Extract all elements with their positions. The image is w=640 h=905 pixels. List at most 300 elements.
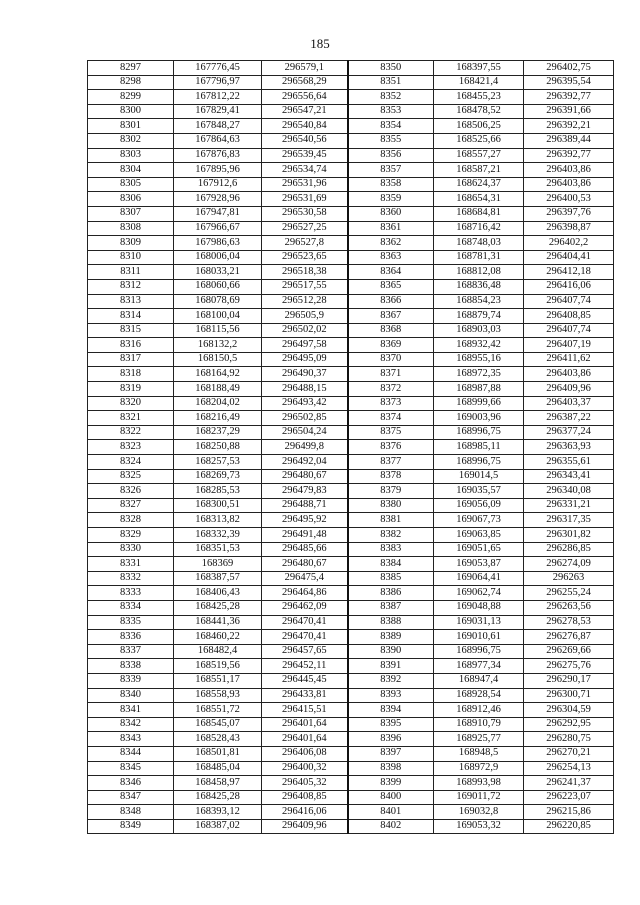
table-cell-x-coordinate-right: 168928,54 xyxy=(434,688,524,703)
table-cell-x-coordinate-right: 168748,03 xyxy=(434,236,524,251)
table-cell-point-number-right: 8375 xyxy=(348,425,434,440)
table-cell-point-number-left: 8318 xyxy=(88,367,174,382)
table-cell-y-coordinate-right: 296398,87 xyxy=(524,221,614,236)
table-cell-point-number-left: 8340 xyxy=(88,688,174,703)
table-row xyxy=(88,746,614,761)
table-cell-x-coordinate-right: 168684,81 xyxy=(434,206,524,221)
table-cell-x-coordinate-right: 168972,9 xyxy=(434,761,524,776)
table-cell-x-coordinate-right: 168985,11 xyxy=(434,440,524,455)
table-cell-point-number-left: 8303 xyxy=(88,148,174,163)
table-cell-y-coordinate-left: 296495,92 xyxy=(262,513,348,528)
table-cell-point-number-left: 8306 xyxy=(88,192,174,207)
table-cell-point-number-left: 8319 xyxy=(88,382,174,397)
table-cell-y-coordinate-left: 296470,41 xyxy=(262,615,348,630)
table-cell-y-coordinate-left: 296400,32 xyxy=(262,761,348,776)
table-cell-x-coordinate-right: 169011,72 xyxy=(434,790,524,805)
table-cell-x-coordinate-left: 168551,17 xyxy=(174,673,262,688)
table-cell-point-number-left: 8325 xyxy=(88,469,174,484)
table-cell-point-number-right: 8395 xyxy=(348,717,434,732)
table-cell-x-coordinate-right: 169051,65 xyxy=(434,542,524,557)
table-cell-point-number-right: 8394 xyxy=(348,703,434,718)
table-cell-x-coordinate-left: 168250,88 xyxy=(174,440,262,455)
table-cell-y-coordinate-right: 296304,59 xyxy=(524,703,614,718)
table-row xyxy=(88,425,614,440)
table-cell-point-number-right: 8402 xyxy=(348,819,434,834)
table-cell-point-number-right: 8384 xyxy=(348,557,434,572)
table-row xyxy=(88,75,614,90)
table-row xyxy=(88,571,614,586)
table-cell-x-coordinate-right: 169062,74 xyxy=(434,586,524,601)
table-cell-y-coordinate-right: 296392,21 xyxy=(524,119,614,134)
table-cell-point-number-left: 8326 xyxy=(88,484,174,499)
table-cell-x-coordinate-right: 169003,96 xyxy=(434,411,524,426)
table-cell-point-number-right: 8368 xyxy=(348,323,434,338)
table-cell-point-number-left: 8338 xyxy=(88,659,174,674)
table-cell-x-coordinate-right: 168910,79 xyxy=(434,717,524,732)
table-cell-y-coordinate-left: 296475,4 xyxy=(262,571,348,586)
table-cell-point-number-left: 8321 xyxy=(88,411,174,426)
table-cell-y-coordinate-right: 296241,37 xyxy=(524,776,614,791)
table-row xyxy=(88,557,614,572)
table-row xyxy=(88,367,614,382)
table-cell-point-number-right: 8377 xyxy=(348,455,434,470)
table-cell-point-number-right: 8376 xyxy=(348,440,434,455)
table-cell-x-coordinate-right: 168781,31 xyxy=(434,250,524,265)
table-cell-point-number-right: 8374 xyxy=(348,411,434,426)
table-cell-x-coordinate-right: 168854,23 xyxy=(434,294,524,309)
table-cell-y-coordinate-left: 296518,38 xyxy=(262,265,348,280)
table-row xyxy=(88,528,614,543)
table-cell-y-coordinate-right: 296220,85 xyxy=(524,819,614,834)
table-cell-x-coordinate-right: 169064,41 xyxy=(434,571,524,586)
table-cell-x-coordinate-left: 168257,53 xyxy=(174,455,262,470)
table-cell-x-coordinate-right: 168879,74 xyxy=(434,309,524,324)
table-cell-x-coordinate-right: 168972,35 xyxy=(434,367,524,382)
table-row xyxy=(88,484,614,499)
table-cell-y-coordinate-left: 296445,45 xyxy=(262,673,348,688)
table-cell-point-number-right: 8392 xyxy=(348,673,434,688)
table-cell-x-coordinate-right: 169053,87 xyxy=(434,557,524,572)
table-cell-y-coordinate-left: 296452,11 xyxy=(262,659,348,674)
table-row xyxy=(88,294,614,309)
table-cell-y-coordinate-left: 296579,1 xyxy=(262,61,348,76)
table-cell-y-coordinate-left: 296405,32 xyxy=(262,776,348,791)
table-cell-y-coordinate-right: 296270,21 xyxy=(524,746,614,761)
table-cell-point-number-right: 8350 xyxy=(348,61,434,76)
table-cell-point-number-left: 8341 xyxy=(88,703,174,718)
table-cell-point-number-left: 8329 xyxy=(88,528,174,543)
table-cell-y-coordinate-left: 296491,48 xyxy=(262,528,348,543)
table-cell-y-coordinate-right: 296403,86 xyxy=(524,163,614,178)
table-cell-point-number-left: 8331 xyxy=(88,557,174,572)
table-cell-point-number-right: 8371 xyxy=(348,367,434,382)
table-cell-x-coordinate-right: 169014,5 xyxy=(434,469,524,484)
table-cell-x-coordinate-left: 167829,41 xyxy=(174,104,262,119)
table-cell-x-coordinate-left: 168406,43 xyxy=(174,586,262,601)
table-cell-x-coordinate-right: 168925,77 xyxy=(434,732,524,747)
table-cell-y-coordinate-right: 296392,77 xyxy=(524,90,614,105)
table-cell-point-number-right: 8385 xyxy=(348,571,434,586)
table-row xyxy=(88,192,614,207)
table-cell-point-number-right: 8400 xyxy=(348,790,434,805)
table-cell-point-number-left: 8301 xyxy=(88,119,174,134)
table-cell-point-number-right: 8359 xyxy=(348,192,434,207)
table-cell-y-coordinate-left: 296505,9 xyxy=(262,309,348,324)
table-cell-y-coordinate-right: 296255,24 xyxy=(524,586,614,601)
table-cell-y-coordinate-left: 296457,65 xyxy=(262,644,348,659)
table-cell-x-coordinate-left: 167947,81 xyxy=(174,206,262,221)
table-cell-y-coordinate-left: 296433,81 xyxy=(262,688,348,703)
table-row xyxy=(88,338,614,353)
table-cell-point-number-right: 8357 xyxy=(348,163,434,178)
table-cell-x-coordinate-right: 168996,75 xyxy=(434,644,524,659)
table-cell-y-coordinate-left: 296527,8 xyxy=(262,236,348,251)
table-cell-x-coordinate-right: 168987,88 xyxy=(434,382,524,397)
table-cell-point-number-right: 8401 xyxy=(348,805,434,820)
table-cell-x-coordinate-right: 168506,25 xyxy=(434,119,524,134)
table-cell-y-coordinate-left: 296527,25 xyxy=(262,221,348,236)
table-cell-point-number-right: 8387 xyxy=(348,600,434,615)
table-cell-x-coordinate-left: 168033,21 xyxy=(174,265,262,280)
table-cell-y-coordinate-left: 296408,85 xyxy=(262,790,348,805)
table-cell-y-coordinate-right: 296411,62 xyxy=(524,352,614,367)
table-cell-x-coordinate-right: 168996,75 xyxy=(434,425,524,440)
table-row xyxy=(88,352,614,367)
table-cell-point-number-right: 8365 xyxy=(348,279,434,294)
table-cell-point-number-left: 8311 xyxy=(88,265,174,280)
table-cell-x-coordinate-right: 168455,23 xyxy=(434,90,524,105)
table-row xyxy=(88,148,614,163)
table-cell-x-coordinate-left: 168351,53 xyxy=(174,542,262,557)
table-cell-point-number-left: 8309 xyxy=(88,236,174,251)
table-row xyxy=(88,732,614,747)
table-row xyxy=(88,659,614,674)
table-cell-x-coordinate-left: 167928,96 xyxy=(174,192,262,207)
table-row xyxy=(88,586,614,601)
table-cell-x-coordinate-left: 168313,82 xyxy=(174,513,262,528)
table-row xyxy=(88,309,614,324)
table-cell-point-number-left: 8312 xyxy=(88,279,174,294)
table-cell-y-coordinate-left: 296502,02 xyxy=(262,323,348,338)
table-cell-x-coordinate-left: 168551,72 xyxy=(174,703,262,718)
table-cell-x-coordinate-left: 168078,69 xyxy=(174,294,262,309)
table-cell-point-number-right: 8358 xyxy=(348,177,434,192)
table-cell-y-coordinate-right: 296263,56 xyxy=(524,600,614,615)
table-cell-x-coordinate-left: 168458,97 xyxy=(174,776,262,791)
table-cell-x-coordinate-left: 168425,28 xyxy=(174,600,262,615)
table-cell-point-number-right: 8398 xyxy=(348,761,434,776)
table-cell-y-coordinate-left: 296523,65 xyxy=(262,250,348,265)
table-cell-x-coordinate-right: 168836,48 xyxy=(434,279,524,294)
table-row xyxy=(88,790,614,805)
page-number: 185 xyxy=(310,36,330,51)
table-cell-x-coordinate-left: 168332,39 xyxy=(174,528,262,543)
table-cell-x-coordinate-right: 168903,03 xyxy=(434,323,524,338)
table-cell-y-coordinate-right: 296276,87 xyxy=(524,630,614,645)
table-cell-y-coordinate-left: 296464,86 xyxy=(262,586,348,601)
table-cell-y-coordinate-left: 296502,85 xyxy=(262,411,348,426)
table-cell-x-coordinate-left: 168237,29 xyxy=(174,425,262,440)
table-cell-y-coordinate-right: 296409,96 xyxy=(524,382,614,397)
table-cell-y-coordinate-right: 296400,53 xyxy=(524,192,614,207)
table-cell-point-number-right: 8355 xyxy=(348,133,434,148)
table-cell-point-number-left: 8308 xyxy=(88,221,174,236)
table-cell-y-coordinate-left: 296534,74 xyxy=(262,163,348,178)
table-cell-y-coordinate-left: 296462,09 xyxy=(262,600,348,615)
table-cell-point-number-left: 8345 xyxy=(88,761,174,776)
table-cell-y-coordinate-right: 296392,77 xyxy=(524,148,614,163)
table-cell-x-coordinate-right: 169031,13 xyxy=(434,615,524,630)
table-cell-x-coordinate-left: 168482,4 xyxy=(174,644,262,659)
table-cell-point-number-left: 8320 xyxy=(88,396,174,411)
table-cell-y-coordinate-left: 296568,29 xyxy=(262,75,348,90)
table-cell-point-number-left: 8334 xyxy=(88,600,174,615)
table-cell-point-number-right: 8363 xyxy=(348,250,434,265)
table-cell-x-coordinate-right: 169067,73 xyxy=(434,513,524,528)
table-cell-y-coordinate-left: 296499,8 xyxy=(262,440,348,455)
table-cell-y-coordinate-left: 296493,42 xyxy=(262,396,348,411)
table-cell-x-coordinate-right: 168932,42 xyxy=(434,338,524,353)
table-cell-y-coordinate-right: 296407,74 xyxy=(524,294,614,309)
table-cell-x-coordinate-left: 168545,07 xyxy=(174,717,262,732)
table-cell-point-number-right: 8361 xyxy=(348,221,434,236)
table-cell-y-coordinate-right: 296395,54 xyxy=(524,75,614,90)
table-cell-y-coordinate-right: 296397,76 xyxy=(524,206,614,221)
table-cell-y-coordinate-right: 296223,07 xyxy=(524,790,614,805)
table-row xyxy=(88,206,614,221)
table-cell-x-coordinate-left: 168115,56 xyxy=(174,323,262,338)
table-cell-x-coordinate-left: 168216,49 xyxy=(174,411,262,426)
table-row xyxy=(88,600,614,615)
table-cell-y-coordinate-right: 296407,74 xyxy=(524,323,614,338)
table-cell-y-coordinate-left: 296415,51 xyxy=(262,703,348,718)
table-cell-y-coordinate-right: 296363,93 xyxy=(524,440,614,455)
table-cell-point-number-left: 8310 xyxy=(88,250,174,265)
table-cell-y-coordinate-right: 296377,24 xyxy=(524,425,614,440)
table-cell-point-number-left: 8337 xyxy=(88,644,174,659)
table-cell-x-coordinate-left: 168006,04 xyxy=(174,250,262,265)
table-cell-point-number-right: 8360 xyxy=(348,206,434,221)
table-cell-point-number-right: 8366 xyxy=(348,294,434,309)
table-cell-x-coordinate-right: 168955,16 xyxy=(434,352,524,367)
table-cell-x-coordinate-left: 168285,53 xyxy=(174,484,262,499)
table-cell-x-coordinate-right: 168996,75 xyxy=(434,455,524,470)
table-cell-x-coordinate-left: 168269,73 xyxy=(174,469,262,484)
table-cell-x-coordinate-left: 168300,51 xyxy=(174,498,262,513)
table-cell-x-coordinate-left: 168519,56 xyxy=(174,659,262,674)
table-cell-x-coordinate-right: 168812,08 xyxy=(434,265,524,280)
table-row xyxy=(88,688,614,703)
table-cell-x-coordinate-left: 168393,12 xyxy=(174,805,262,820)
table-cell-point-number-right: 8354 xyxy=(348,119,434,134)
table-cell-x-coordinate-left: 167796,97 xyxy=(174,75,262,90)
table-cell-point-number-left: 8307 xyxy=(88,206,174,221)
table-cell-y-coordinate-left: 296406,08 xyxy=(262,746,348,761)
table-cell-y-coordinate-right: 296254,13 xyxy=(524,761,614,776)
table-cell-x-coordinate-left: 168425,28 xyxy=(174,790,262,805)
table-row xyxy=(88,455,614,470)
table-cell-x-coordinate-right: 168421,4 xyxy=(434,75,524,90)
table-cell-y-coordinate-left: 296488,71 xyxy=(262,498,348,513)
table-cell-x-coordinate-right: 169056,09 xyxy=(434,498,524,513)
table-cell-y-coordinate-right: 296389,44 xyxy=(524,133,614,148)
table-cell-y-coordinate-left: 296490,37 xyxy=(262,367,348,382)
table-cell-point-number-left: 8315 xyxy=(88,323,174,338)
table-cell-x-coordinate-right: 169048,88 xyxy=(434,600,524,615)
table-row xyxy=(88,177,614,192)
table-cell-y-coordinate-left: 296497,58 xyxy=(262,338,348,353)
table-cell-y-coordinate-right: 296408,85 xyxy=(524,309,614,324)
table-cell-point-number-left: 8302 xyxy=(88,133,174,148)
table-cell-y-coordinate-right: 296403,86 xyxy=(524,367,614,382)
table-cell-x-coordinate-right: 168654,31 xyxy=(434,192,524,207)
table-row xyxy=(88,717,614,732)
table-cell-x-coordinate-left: 168387,57 xyxy=(174,571,262,586)
table-cell-point-number-left: 8332 xyxy=(88,571,174,586)
table-cell-y-coordinate-left: 296531,69 xyxy=(262,192,348,207)
table-cell-y-coordinate-right: 296274,09 xyxy=(524,557,614,572)
table-cell-x-coordinate-right: 168587,21 xyxy=(434,163,524,178)
table-cell-point-number-right: 8378 xyxy=(348,469,434,484)
table-cell-x-coordinate-left: 167776,45 xyxy=(174,61,262,76)
table-row xyxy=(88,703,614,718)
table-cell-point-number-left: 8298 xyxy=(88,75,174,90)
table-cell-y-coordinate-right: 296403,37 xyxy=(524,396,614,411)
table-cell-point-number-right: 8390 xyxy=(348,644,434,659)
table-cell-point-number-left: 8316 xyxy=(88,338,174,353)
table-cell-point-number-left: 8317 xyxy=(88,352,174,367)
table-cell-point-number-left: 8335 xyxy=(88,615,174,630)
table-cell-point-number-right: 8367 xyxy=(348,309,434,324)
table-cell-x-coordinate-right: 168525,66 xyxy=(434,133,524,148)
table-row xyxy=(88,90,614,105)
table-cell-y-coordinate-left: 296480,67 xyxy=(262,469,348,484)
table-cell-point-number-right: 8381 xyxy=(348,513,434,528)
table-cell-y-coordinate-left: 296530,58 xyxy=(262,206,348,221)
table-cell-x-coordinate-right: 169032,8 xyxy=(434,805,524,820)
table-cell-y-coordinate-left: 296540,84 xyxy=(262,119,348,134)
table-row xyxy=(88,615,614,630)
table-cell-point-number-right: 8389 xyxy=(348,630,434,645)
table-cell-point-number-right: 8364 xyxy=(348,265,434,280)
table-cell-x-coordinate-left: 167895,96 xyxy=(174,163,262,178)
table-cell-x-coordinate-right: 168478,52 xyxy=(434,104,524,119)
table-cell-x-coordinate-right: 169010,61 xyxy=(434,630,524,645)
table-cell-y-coordinate-right: 296387,22 xyxy=(524,411,614,426)
table-row xyxy=(88,163,614,178)
table-cell-point-number-right: 8386 xyxy=(348,586,434,601)
table-cell-point-number-right: 8369 xyxy=(348,338,434,353)
table-cell-point-number-left: 8336 xyxy=(88,630,174,645)
table-cell-point-number-left: 8304 xyxy=(88,163,174,178)
table-cell-y-coordinate-left: 296495,09 xyxy=(262,352,348,367)
table-cell-x-coordinate-left: 167876,83 xyxy=(174,148,262,163)
table-cell-y-coordinate-left: 296540,56 xyxy=(262,133,348,148)
table-cell-point-number-left: 8327 xyxy=(88,498,174,513)
table-cell-point-number-right: 8380 xyxy=(348,498,434,513)
table-row xyxy=(88,411,614,426)
table-cell-y-coordinate-left: 296517,55 xyxy=(262,279,348,294)
table-cell-y-coordinate-left: 296488,15 xyxy=(262,382,348,397)
table-cell-point-number-left: 8339 xyxy=(88,673,174,688)
table-cell-point-number-right: 8356 xyxy=(348,148,434,163)
table-cell-point-number-right: 8397 xyxy=(348,746,434,761)
table-cell-point-number-right: 8351 xyxy=(348,75,434,90)
table-cell-point-number-right: 8383 xyxy=(348,542,434,557)
table-cell-point-number-right: 8396 xyxy=(348,732,434,747)
table-cell-y-coordinate-left: 296401,64 xyxy=(262,717,348,732)
table-cell-y-coordinate-right: 296412,18 xyxy=(524,265,614,280)
table-row xyxy=(88,819,614,834)
table-cell-y-coordinate-right: 296403,86 xyxy=(524,177,614,192)
table-cell-y-coordinate-right: 296280,75 xyxy=(524,732,614,747)
table-cell-x-coordinate-left: 167912,6 xyxy=(174,177,262,192)
table-row xyxy=(88,119,614,134)
table-cell-point-number-left: 8323 xyxy=(88,440,174,455)
table-cell-y-coordinate-left: 296479,83 xyxy=(262,484,348,499)
table-cell-x-coordinate-left: 168387,02 xyxy=(174,819,262,834)
table-cell-point-number-left: 8324 xyxy=(88,455,174,470)
table-cell-y-coordinate-right: 296317,35 xyxy=(524,513,614,528)
table-cell-y-coordinate-right: 296286,85 xyxy=(524,542,614,557)
table-cell-x-coordinate-right: 168999,66 xyxy=(434,396,524,411)
table-cell-point-number-left: 8300 xyxy=(88,104,174,119)
table-cell-point-number-right: 8370 xyxy=(348,352,434,367)
table-cell-y-coordinate-right: 296331,21 xyxy=(524,498,614,513)
table-cell-point-number-right: 8353 xyxy=(348,104,434,119)
table-cell-x-coordinate-right: 169063,85 xyxy=(434,528,524,543)
table-cell-x-coordinate-left: 168188,49 xyxy=(174,382,262,397)
table-cell-point-number-right: 8388 xyxy=(348,615,434,630)
table-cell-y-coordinate-right: 296340,08 xyxy=(524,484,614,499)
table-cell-y-coordinate-left: 296470,41 xyxy=(262,630,348,645)
table-cell-x-coordinate-left: 168132,2 xyxy=(174,338,262,353)
table-cell-x-coordinate-right: 168557,27 xyxy=(434,148,524,163)
table-row xyxy=(88,469,614,484)
table-cell-y-coordinate-left: 296531,96 xyxy=(262,177,348,192)
table-cell-y-coordinate-right: 296290,17 xyxy=(524,673,614,688)
table-cell-x-coordinate-left: 168060,66 xyxy=(174,279,262,294)
table-cell-x-coordinate-right: 169035,57 xyxy=(434,484,524,499)
table-cell-x-coordinate-left: 167986,63 xyxy=(174,236,262,251)
table-cell-x-coordinate-left: 168460,22 xyxy=(174,630,262,645)
table-cell-y-coordinate-left: 296416,06 xyxy=(262,805,348,820)
coordinates-table-body xyxy=(88,61,614,834)
table-cell-point-number-right: 8379 xyxy=(348,484,434,499)
table-cell-x-coordinate-left: 167848,27 xyxy=(174,119,262,134)
table-row xyxy=(88,279,614,294)
table-cell-point-number-left: 8299 xyxy=(88,90,174,105)
table-row xyxy=(88,61,614,76)
table-cell-x-coordinate-right: 168912,46 xyxy=(434,703,524,718)
table-cell-point-number-left: 8346 xyxy=(88,776,174,791)
table-row xyxy=(88,542,614,557)
table-row xyxy=(88,761,614,776)
table-cell-x-coordinate-left: 168501,81 xyxy=(174,746,262,761)
table-cell-y-coordinate-right: 296300,71 xyxy=(524,688,614,703)
table-row xyxy=(88,644,614,659)
table-cell-y-coordinate-right: 296404,41 xyxy=(524,250,614,265)
table-row xyxy=(88,265,614,280)
table-cell-y-coordinate-left: 296492,04 xyxy=(262,455,348,470)
table-cell-x-coordinate-right: 168947,4 xyxy=(434,673,524,688)
table-cell-point-number-left: 8297 xyxy=(88,61,174,76)
table-row xyxy=(88,236,614,251)
table-cell-y-coordinate-left: 296556,64 xyxy=(262,90,348,105)
table-cell-point-number-left: 8314 xyxy=(88,309,174,324)
table-cell-y-coordinate-right: 296402,75 xyxy=(524,61,614,76)
table-cell-y-coordinate-right: 296343,41 xyxy=(524,469,614,484)
